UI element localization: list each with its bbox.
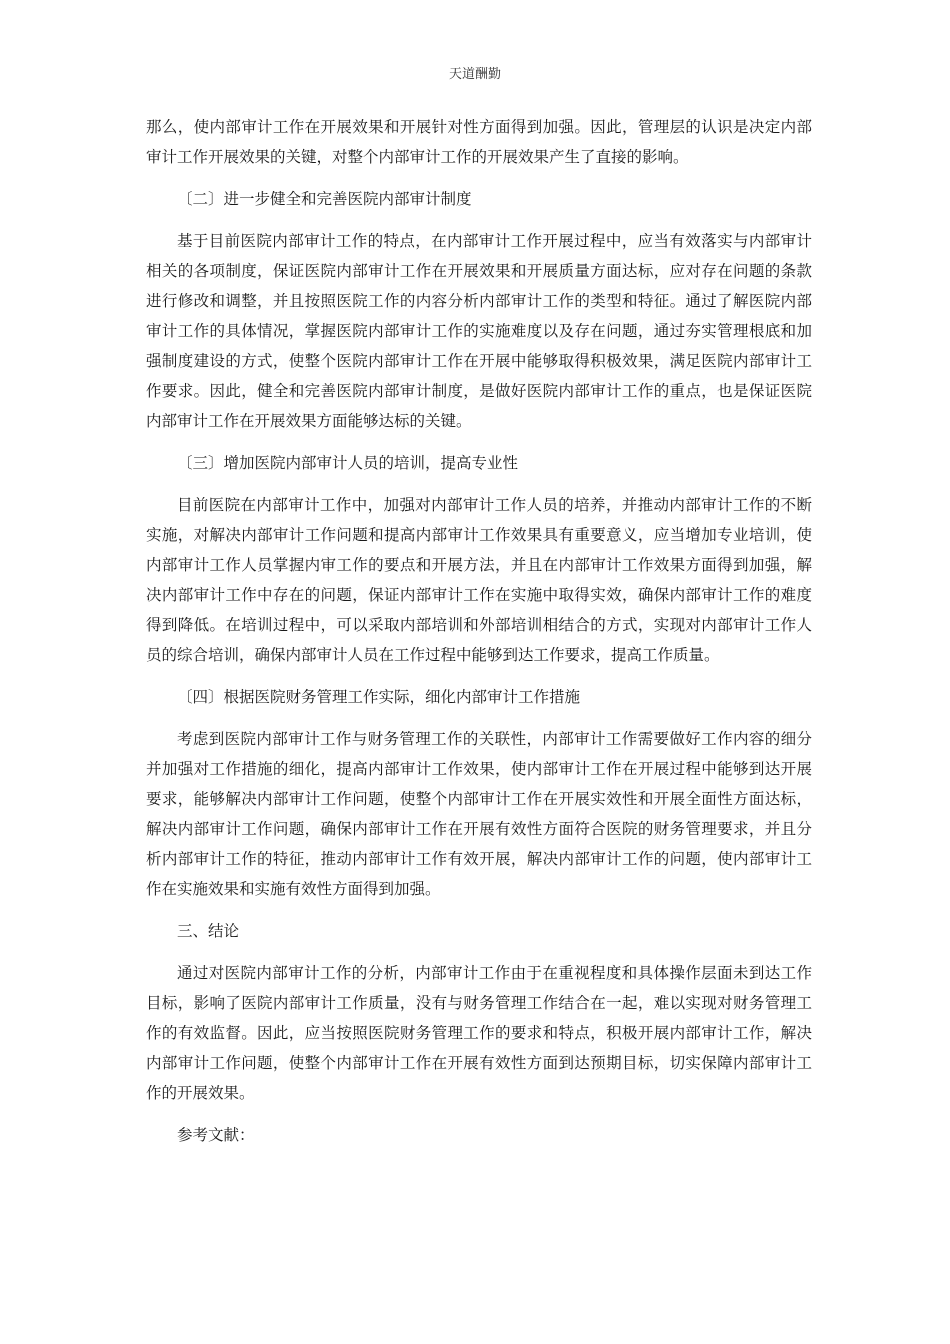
section-3-paragraph: 目前医院在内部审计工作中，加强对内部审计工作人员的培养，并推动内部审计工作的不断实施，对解决内部审计工作问题和提高内部审计工作效果具有重要意义，应当增加专业培训，使内部审计工作人员掌握内审工作的要点和开展方法，并且在内部审计工作效果方面得到加强，解决内部审计工作中存在的问题，保证内部审计工作在实施中取得实效，确保内部审计工作的难度得到降低。在培训过程中，可以采取内部培训和外部培训相结合的方式，实现对内部审计工作人员的综合培训，确保内部审计人员在工作过程中能够到达工作要求，提高工作质量。 [146, 496, 812, 664]
references-heading: 参考文献： [177, 1126, 255, 1144]
section-4-heading: 〔四〕根据医院财务管理工作实际，细化内部审计工作措施 [177, 688, 581, 706]
conclusion-heading: 三、结论 [177, 922, 240, 940]
intro-paragraph: 那么，使内部审计工作在开展效果和开展针对性方面得到加强。因此，管理层的认识是决定内部审计工作开展效果的关键，对整个内部审计工作的开展效果产生了直接的影响。 [146, 118, 812, 166]
section-2-paragraph: 基于目前医院内部审计工作的特点，在内部审计工作开展过程中，应当有效落实与内部审计相关的各项制度，保证医院内部审计工作在开展效果和开展质量方面达标，应对存在问题的条款进行修改和调整，并且按照医院工作的内容分析内部审计工作的类型和特征。通过了解医院内部审计工作的具体情况，掌握医院内部审计工作的实施难度以及存在问题，通过夯实管理根底和加强制度建设的方式，使整个医院内部审计工作在开展中能够取得积极效果，满足医院内部审计工作要求。因此，健全和完善医院内部审计制度，是做好医院内部审计工作的重点，也是保证医院内部审计工作在开展效果方面能够达标的关键。 [146, 232, 812, 430]
section-4-paragraph: 考虑到医院内部审计工作与财务管理工作的关联性，内部审计工作需要做好工作内容的细分并加强对工作措施的细化，提高内部审计工作效果，使内部审计工作在开展过程中能够到达开展要求，能够解决内部审计工作问题，使整个内部审计工作在开展实效性和开展全面性方面达标，解决内部审计工作问题，确保内部审计工作在开展有效性方面符合医院的财务管理要求，并且分析内部审计工作的特征，推动内部审计工作有效开展，解决内部审计工作的问题，使内部审计工作在实施效果和实施有效性方面得到加强。 [146, 730, 812, 898]
section-2-heading: 〔二〕进一步健全和完善医院内部审计制度 [177, 190, 472, 208]
section-3-heading: 〔三〕增加医院内部审计人员的培训，提高专业性 [177, 454, 519, 472]
conclusion-paragraph: 通过对医院内部审计工作的分析，内部审计工作由于在重视程度和具体操作层面未到达工作目标，影响了医院内部审计工作质量，没有与财务管理工作结合在一起，难以实现对财务管理工作的有效监督。因此，应当按照医院财务管理工作的要求和特点，积极开展内部审计工作，解决内部审计工作问题，使整个内部审计工作在开展有效性方面到达预期目标，切实保障内部审计工作的开展效果。 [146, 964, 812, 1102]
page-header: 天道酬勤 [448, 67, 501, 82]
document-body [146, 112, 812, 1162]
